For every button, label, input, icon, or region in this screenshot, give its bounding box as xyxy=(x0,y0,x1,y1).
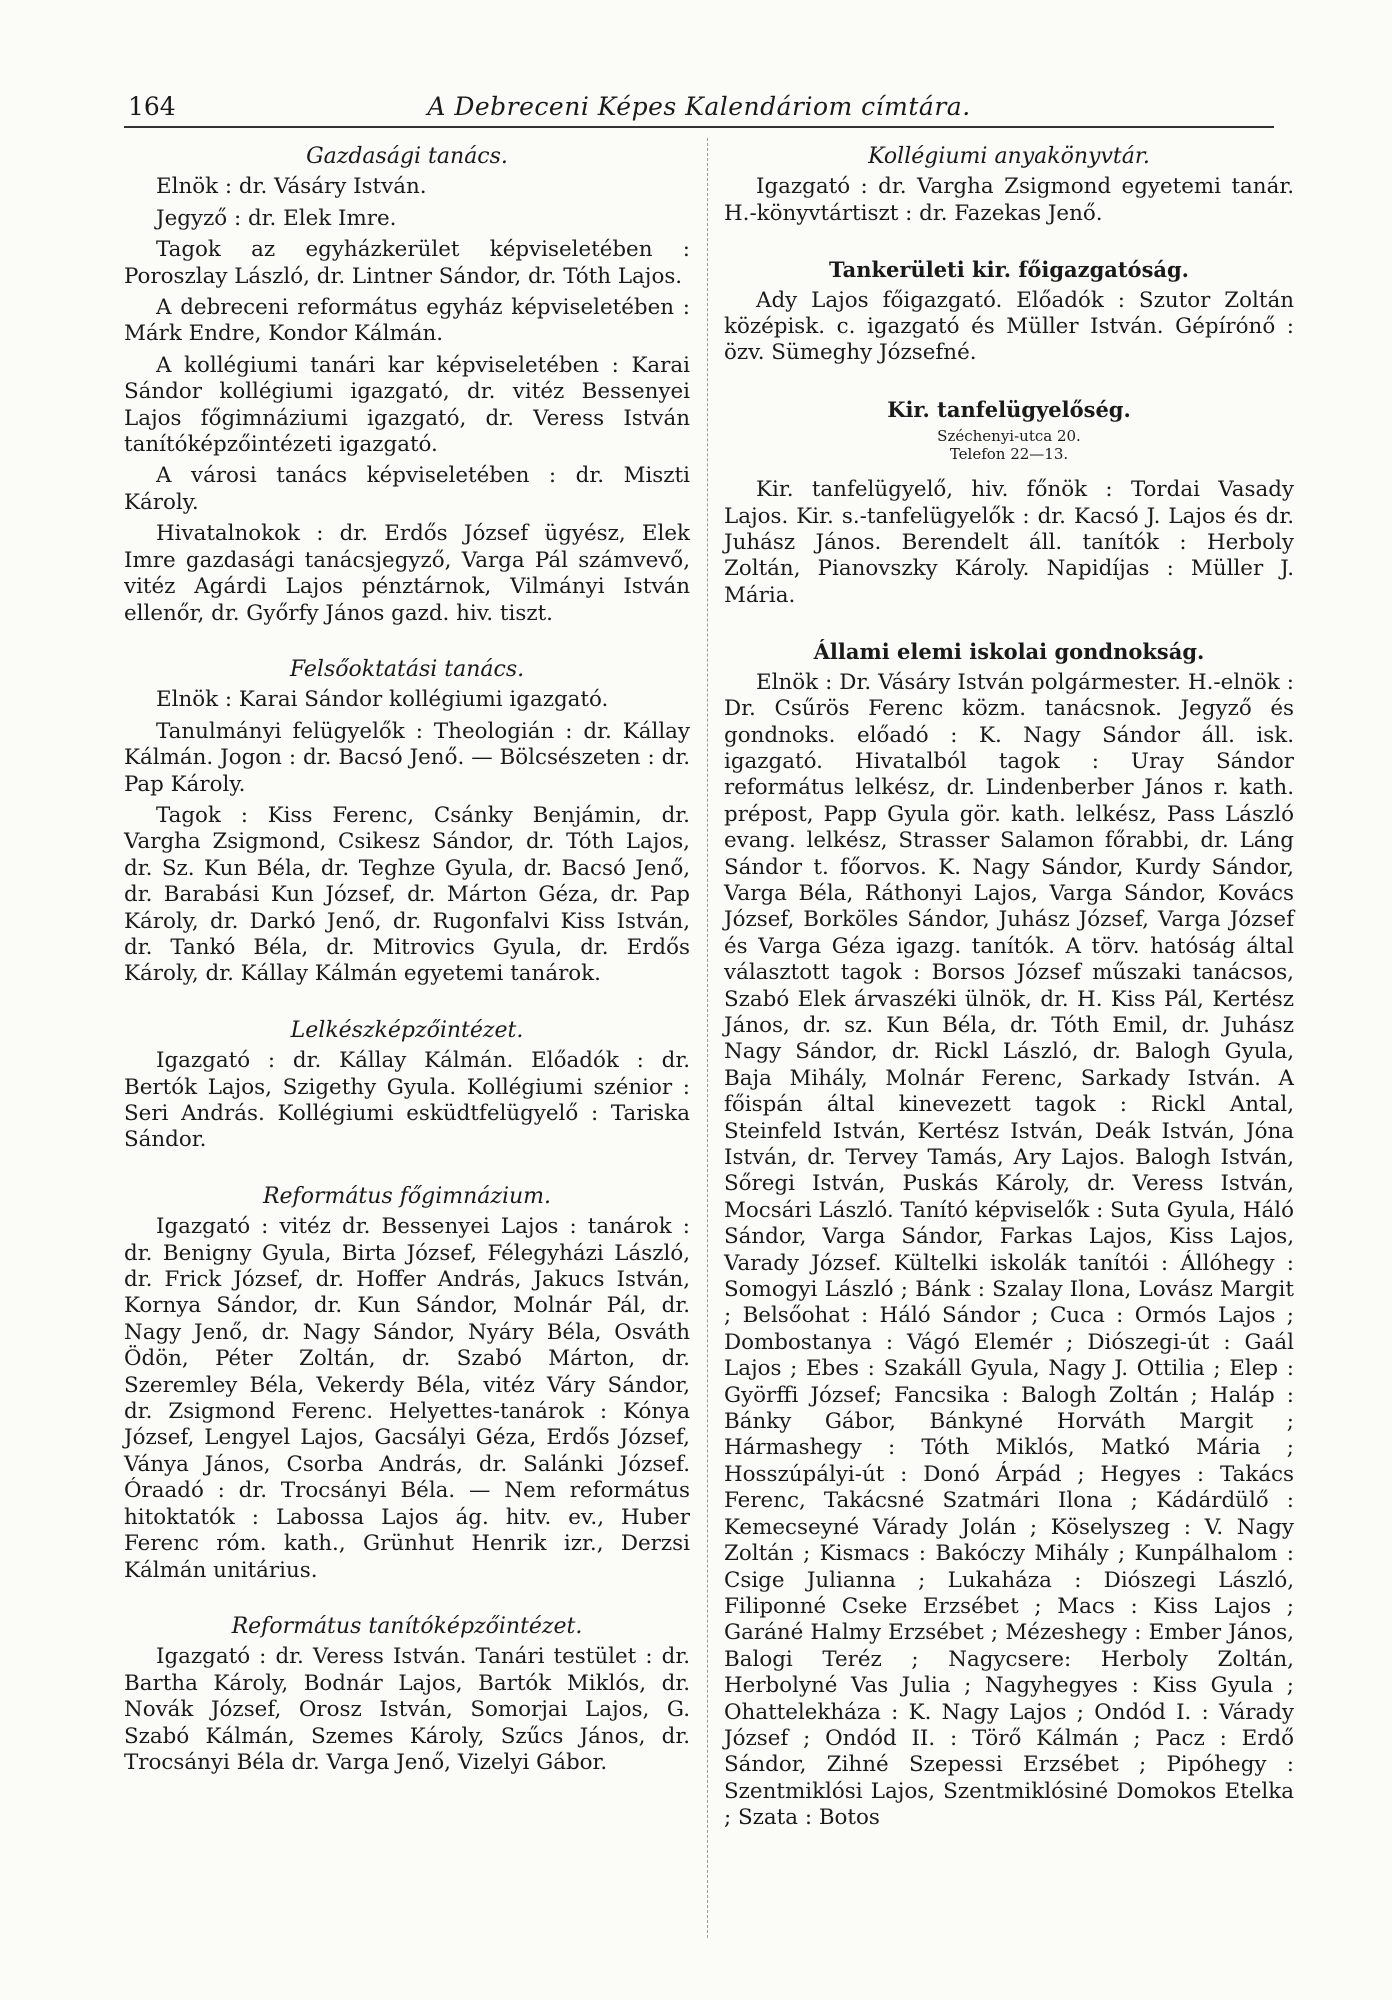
section-title: Állami elemi iskolai gondnokság. xyxy=(813,639,1205,665)
section-lelkeszkepzointezet xyxy=(124,1018,690,1154)
section-title: Református főgimnázium. xyxy=(262,1183,552,1209)
paragraph: A kollégiumi tanári kar képviseletében : Karai Sándor kollégiumi igazgató, dr. vitéz Bessenyei Lajos főgimnáziumi igazgató, dr. Veress István tanítóképzőintézeti igazgató. xyxy=(124,352,690,458)
right-column xyxy=(724,144,1294,1862)
paragraph: Elnök : Dr. Vásáry István polgármester. H.-elnök : Dr. Csűrös Ferenc közm. tanácsnok. Jegyző és gondnoks. előadó : K. Nagy Sándor áll. isk. igazgató. Hivatalból tagok : Uray Sándor református lelkész, dr. Lindenberber János r. kath. prépost, Papp Gyula gör. kath. lelkész, Pass László evang. lelkész, Strasser Salamon főrabbi, dr. Láng Sándor t. főorvos. K. Nagy Sándor, Kurdy Sándor, Varga Béla, Ráthonyi Lajos, Varga Sándor, Kovács József, Borköles Sándor, Juhász József, Varga József és Varga Géza igazg. tanítók. A törv. hatóság által választott tagok : Borsos József műszaki tanácsos, Szabó Elek árvaszéki ülnök, dr. H. Kiss Pál, Kertész János, dr. sz. Kun Béla, dr. Tóth Emil, dr. Juhász Nagy Sándor, dr. Rickl László, dr. Balogh Gyula, Baja Mihály, Molnár Ferenc, Sarkady István. A főispán által kinevezett tagok : Rickl Antal, Steinfeld István, Kertész István, Deák István, Jóna István, dr. Tervey Tamás, Ary Lajos. Balogh István, Sőregi István, Puskás Károly, dr. Veress István, Mocsári László. Tanító képviselők : Suta Gyula, Háló Sándor, Varga Sándor, Farkas Lajos, Kiss Lajos, Varady József. Kültelki iskolák tanítói : Állóhegy : Somogyi László ; Bánk : Szalay Ilona, Lovász Margit ; Belsőohat : Háló Sándor ; Cuca : Ormós Lajos ; Dombostanya : Vágó Elemér ; Diószegi-út : Gaál Lajos ; Ebes : Szakáll Gyula, Nagy J. Ottilia ; Elep : Györffi József; Fancsika : Balogh Zoltán ; Haláp : Bánky Gábor, Bánkyné Horváth Margit ; Hármashegy : Tóth Miklós, Matkó Mária ; Hosszúpályi-út : Donó Árpád ; Hegyes : Takács Ferenc, Takácsné Szatmári Ilona ; Kádárdülő : Kemecseyné Várady Jolán ; Köselyszeg : V. Nagy Zoltán ; Kismacs : Bakóczy Mihály ; Kunpálhalom : Csige Julianna ; Lukaháza : Diószegi László, Filiponné Cseke Erzsébet ; Macs : Kiss Lajos ; Garáné Halmy Erzsébet ; Mézeshegy : Ember János, Balogi Teréz ; Nagycsere: Herboly Zoltán, Herbolyné Vas Julia ; Nagyhegyes : Kiss Gyula ; Ohattelekháza : K. Nagy Lajos ; Ondód I. : Várady József ; Ondód II. : Törő Kálmán ; Pacz : Erdő Sándor, Zihné Szepessi Erzsébet ; Pipóhegy : Szentmiklósi Lajos, Szentmiklósiné Domokos Etelka ; Szata : Botos xyxy=(724,669,1294,1831)
paragraph: A debreceni református egyház képviseletében : Márk Endre, Kondor Kálmán. xyxy=(124,295,690,347)
section-gazdasagi-tanacs xyxy=(124,144,690,627)
paragraph: Tanulmányi felügyelők : Theologián : dr. Kállay Kálmán. Jogon : dr. Bacsó Jenő. — Bölcsészeten : dr. Pap Károly. xyxy=(124,718,690,797)
section-title: Kollégiumi anyakönyvtár. xyxy=(868,144,1150,169)
column-divider xyxy=(707,138,708,1938)
phone: Telefon 22—13. xyxy=(949,445,1069,464)
paragraph: Igazgató : vitéz dr. Bessenyei Lajos : tanárok : dr. Benigny Gyula, Birta József, Félegyházi László, dr. Frick József, dr. Hoffer András, Jakucs István, Kornya Sándor, dr. Kun Sándor, Molnár Pál, dr. Nagy Jenő, dr. Nagy Sándor, Nyáry Béla, Osváth Ödön, Péter Zoltán, dr. Szabó Márton, dr. Szeremley Béla, Vekerdy Béla, vitéz Váry Sándor, dr. Zsigmond Ferenc. Helyettes-tanárok : Kónya József, Lengyel Lajos, Gacsályi Géza, Erdős József, Ványa János, Csorba András, dr. Salánki József. Óraadó : dr. Trocsányi Béla. — Nem református hitoktatók : Labossa Lajos ág. hitv. ev., Huber Ferenc róm. kath., Grünhut Henrik izr., Derzsi Kálmán unitárius. xyxy=(124,1214,690,1583)
section-reformatus-tanitokepzointezet xyxy=(124,1614,690,1776)
paragraph: Igazgató : dr. Kállay Kálmán. Előadók : dr. Bertók Lajos, Szigethy Gyula. Kollégiumi szénior : Seri András. Kollégiumi esküdtfelügyelő : Tariska Sándor. xyxy=(124,1048,690,1153)
paragraph: Elnök : dr. Vásáry István. xyxy=(156,174,427,200)
page-number: 164 xyxy=(128,92,176,121)
paragraph: Elnök : Karai Sándor kollégiumi igazgató. xyxy=(156,687,609,713)
running-title: A Debreceni Képes Kalendáriom címtára. xyxy=(427,92,971,121)
paragraph: Hivatalnokok : dr. Erdős József ügyész, Elek Imre gazdasági tanácsjegyző, Varga Pál számvevő, vitéz Agárdi Lajos pénztárnok, Vilmányi István ellenőr, dr. Győrfy János gazd. hiv. tiszt. xyxy=(124,521,690,626)
section-title: Tankerületi kir. főigazgatóság. xyxy=(828,257,1189,283)
section-kollegiumi-anyakonyvtar xyxy=(724,144,1294,227)
paragraph: Igazgató : dr. Veress István. Tanári testület : dr. Bartha Károly, Bodnár Lajos, Bartók Miklós, dr. Novák József, Orosz István, Somorjai Lajos, G. Szabó Kálmán, Szemes Károly, Szűcs János, dr. Trocsányi Béla dr. Varga Jenő, Vizelyi Gábor. xyxy=(124,1644,690,1775)
section-title: Református tanítóképzőintézet. xyxy=(231,1613,583,1639)
section-felsooktatasi-tanacs xyxy=(124,657,690,988)
section-tankeruleti-foigazgatosag xyxy=(724,257,1294,367)
section-kir-tanfelugyeloseg xyxy=(724,397,1294,609)
section-allami-elemi-iskolai-gondnoksag xyxy=(724,639,1294,1831)
paragraph: Igazgató : dr. Vargha Zsigmond egyetemi tanár. H.-könyvtártiszt : dr. Fazekas Jenő. xyxy=(724,174,1294,226)
left-column xyxy=(124,144,690,1806)
paragraph: Tagok az egyházkerület képviseletében : Poroszlay László, dr. Lintner Sándor, dr. Tóth Lajos. xyxy=(124,237,690,289)
address: Széchenyi-utca 20. xyxy=(937,427,1081,446)
paragraph: Tagok : Kiss Ferenc, Csánky Benjámin, dr. Vargha Zsigmond, Csikesz Sándor, dr. Tóth Lajos, dr. Sz. Kun Béla, dr. Teghze Gyula, dr. Bacsó Jenő, dr. Barabási Kun József, dr. Márton Géza, dr. Pap Károly, dr. Darkó Jenő, dr. Rugonfalvi Kiss István, dr. Tankó Béla, dr. Mitrovics Gyula, dr. Erdős Károly, dr. Kállay Kálmán egyetemi tanárok. xyxy=(124,802,690,987)
paragraph: Ady Lajos főigazgató. Előadók : Szutor Zoltán középisk. c. igazgató és Müller István. Gépírónő : özv. Sümeghy Józsefné. xyxy=(724,287,1294,366)
section-title: Lelkészképzőintézet. xyxy=(290,1017,524,1043)
section-reformatus-fogimnazium xyxy=(124,1184,690,1584)
section-title: Kir. tanfelügyelőség. xyxy=(887,396,1131,422)
paragraph: A városi tanács képviseletében : dr. Miszti Károly. xyxy=(124,463,690,515)
paragraph: Kir. tanfelügyelő, hiv. főnök : Tordai Vasady Lajos. Kir. s.-tanfelügyelők : dr. Kacsó J. Lajos és dr. Juhász János. Berendelt áll. tanítók : Herboly Zoltán, Pianovszky Károly. Napidíjas : Müller J. Mária. xyxy=(724,477,1294,608)
page-header xyxy=(124,90,1274,128)
section-title: Felsőoktatási tanács. xyxy=(289,656,525,682)
contact-info xyxy=(724,427,1294,463)
section-title: Gazdasági tanács. xyxy=(306,144,508,169)
paragraph: Jegyző : dr. Elek Imre. xyxy=(156,205,397,231)
